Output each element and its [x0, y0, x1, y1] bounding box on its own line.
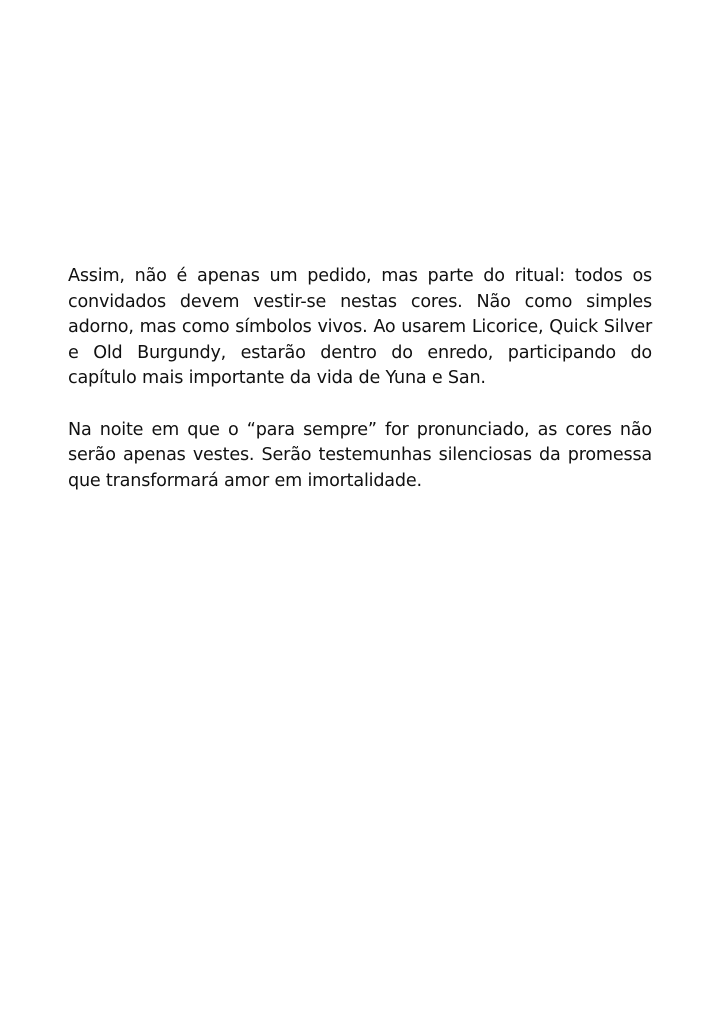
paragraph-promise: Na noite em que o “para sempre” for pronunciado, as cores não serão apenas vestes. Serão testemunhas silenciosas da promessa que transformará amor em imortalidade.	[68, 419, 652, 491]
body-text	[68, 264, 652, 494]
paragraph-ritual: Assim, não é apenas um pedido, mas parte do ritual: todos os convidados devem vestir-se nestas cores. Não como simples adorno, mas como símbolos vivos. Ao usarem Licorice, Quick Silver e Old Burgundy, estarão dentro do enredo, participando do capítulo mais importante da vida de Yuna e San.	[68, 266, 652, 389]
